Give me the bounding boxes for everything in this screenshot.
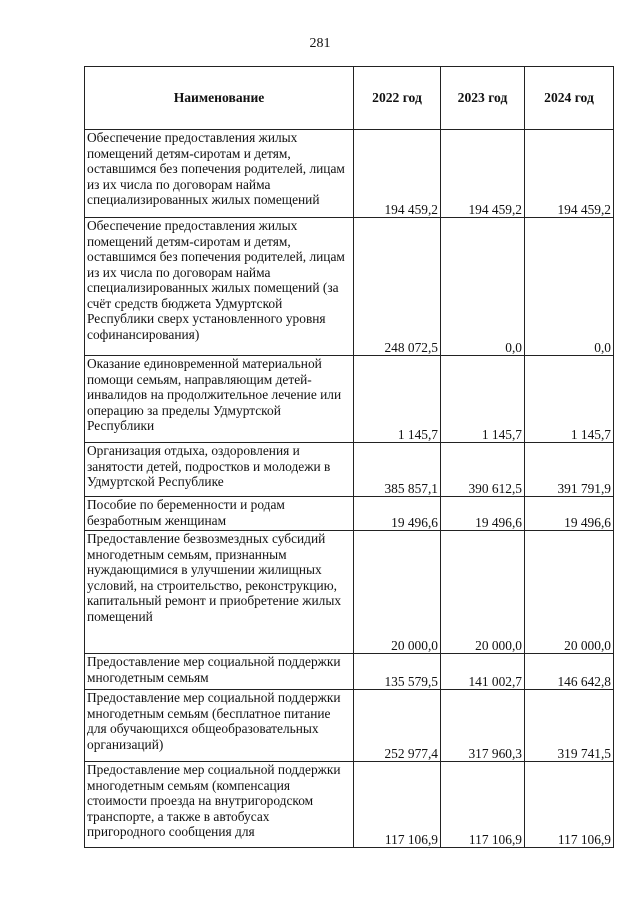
value-2023: 194 459,2 (441, 130, 525, 218)
table-row (85, 497, 614, 531)
value-2024: 146 642,8 (525, 654, 614, 690)
value-2024: 1 145,7 (525, 356, 614, 443)
row-name: Обеспечение предоставления жилых помещений детям-сиротам и детям, оставшимся без попечения родителей, лицам из их числа по договорам найма специализированных жилых помещений (за счёт средств бюджета Удмуртской Республики сверх установленного уровня софинансирования) (85, 218, 354, 356)
table-row (85, 690, 614, 762)
table-row (85, 130, 614, 218)
value-2022: 194 459,2 (354, 130, 441, 218)
row-name: Предоставление мер социальной поддержки многодетным семьям (85, 654, 354, 690)
value-2024: 194 459,2 (525, 130, 614, 218)
value-2024: 19 496,6 (525, 497, 614, 531)
value-2022: 20 000,0 (354, 531, 441, 654)
page-number: 281 (309, 36, 331, 51)
value-2022: 1 145,7 (354, 356, 441, 443)
header-2023: 2023 год (441, 67, 525, 130)
value-2023: 0,0 (441, 218, 525, 356)
value-2024: 117 106,9 (525, 762, 614, 848)
table-row (85, 218, 614, 356)
row-name: Организация отдыха, оздоровления и занятости детей, подростков и молодежи в Удмуртской Республике (85, 443, 354, 497)
header-2024: 2024 год (525, 67, 614, 130)
row-name: Оказание единовременной материальной помощи семьям, направляющим детей-инвалидов на продолжительное лечение или операцию за пределы Удмуртской Республики (85, 356, 354, 443)
table-row (85, 762, 614, 848)
row-name: Предоставление мер социальной поддержки многодетным семьям (бесплатное питание для обучающихся общеобразовательных организаций) (85, 690, 354, 762)
row-name: Предоставление мер социальной поддержки многодетным семьям (компенсация стоимости проезда на внутригородском транспорте, а также в автобусах пригородного сообщения для (85, 762, 354, 848)
value-2022: 19 496,6 (354, 497, 441, 531)
table-row (85, 654, 614, 690)
row-name: Пособие по беременности и родам безработным женщинам (85, 497, 354, 531)
value-2023: 141 002,7 (441, 654, 525, 690)
table-row (85, 531, 614, 654)
table-row (85, 356, 614, 443)
row-name: Обеспечение предоставления жилых помещений детям-сиротам и детям, оставшимся без попечения родителей, лицам из их числа по договорам найма специализированных жилых помещений (85, 130, 354, 218)
header-2022: 2022 год (354, 67, 441, 130)
value-2023: 317 960,3 (441, 690, 525, 762)
value-2022: 385 857,1 (354, 443, 441, 497)
budget-table (84, 66, 614, 848)
value-2024: 391 791,9 (525, 443, 614, 497)
value-2022: 117 106,9 (354, 762, 441, 848)
table-header-row (85, 67, 614, 130)
value-2024: 20 000,0 (525, 531, 614, 654)
value-2022: 252 977,4 (354, 690, 441, 762)
table-row (85, 443, 614, 497)
value-2023: 1 145,7 (441, 356, 525, 443)
value-2023: 117 106,9 (441, 762, 525, 848)
header-name: Наименование (85, 67, 354, 130)
value-2022: 135 579,5 (354, 654, 441, 690)
value-2023: 20 000,0 (441, 531, 525, 654)
row-name: Предоставление безвозмездных субсидий многодетным семьям, признанным нуждающимися в улучшении жилищных условий, на строительство, реконструкцию, капитальный ремонт и приобретение жилых помещений (85, 531, 354, 654)
value-2022: 248 072,5 (354, 218, 441, 356)
value-2024: 319 741,5 (525, 690, 614, 762)
value-2023: 19 496,6 (441, 497, 525, 531)
value-2024: 0,0 (525, 218, 614, 356)
value-2023: 390 612,5 (441, 443, 525, 497)
